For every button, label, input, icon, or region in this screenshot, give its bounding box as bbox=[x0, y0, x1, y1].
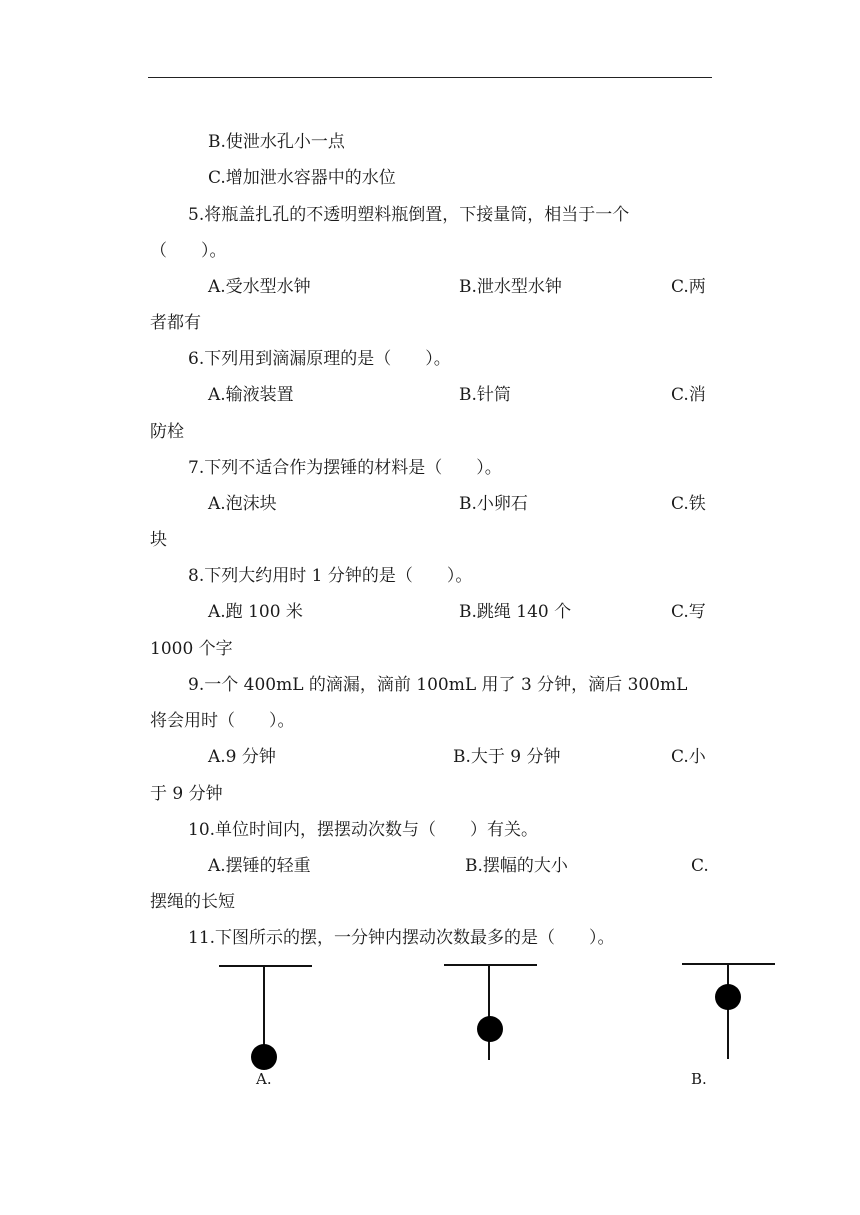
q10-option-c: C. bbox=[691, 856, 709, 876]
pendulum-a bbox=[219, 966, 312, 1070]
q9-option-b: B.大于 9 分钟 bbox=[453, 747, 561, 767]
q10-stem: 10.单位时间内，摆摆动次数与（ ）有关。 bbox=[188, 820, 539, 840]
q10-option-a: A.摆锤的轻重 bbox=[208, 856, 311, 876]
q5-option-c-cont: 者都有 bbox=[150, 313, 201, 333]
q8-option-c-cont: 1000 个字 bbox=[150, 639, 233, 659]
pendulum-b bbox=[444, 965, 537, 1060]
q9-option-c: C.小 bbox=[671, 747, 706, 767]
q8-option-c: C.写 bbox=[671, 602, 706, 622]
fig-label-a: A. bbox=[256, 1070, 272, 1088]
q8-option-a: A.跑 100 米 bbox=[208, 602, 303, 622]
q5-option-b: B.泄水型水钟 bbox=[459, 277, 562, 297]
q6-option-b: B.针筒 bbox=[459, 385, 511, 405]
fig-label-b: B. bbox=[691, 1070, 707, 1088]
q4-option-b: B.使泄水孔小一点 bbox=[208, 132, 345, 152]
pendulum-c bbox=[682, 964, 775, 1059]
q9-stem: 9.一个 400mL 的滴漏，滴前 100mL 用了 3 分钟，滴后 300mL bbox=[188, 675, 688, 695]
q7-stem: 7.下列不适合作为摆锤的材料是（ ）。 bbox=[188, 458, 502, 478]
q5-stem: 5.将瓶盖扎孔的不透明塑料瓶倒置，下接量筒，相当于一个 bbox=[188, 205, 630, 225]
q11-stem: 11.下图所示的摆，一分钟内摆动次数最多的是（ ）。 bbox=[188, 928, 615, 948]
q9-stem-cont: 将会用时（ ）。 bbox=[150, 711, 295, 731]
q4-option-c: C.增加泄水容器中的水位 bbox=[208, 168, 396, 188]
q6-option-c: C.消 bbox=[671, 385, 706, 405]
q6-option-c-cont: 防栓 bbox=[150, 422, 184, 442]
q8-option-b: B.跳绳 140 个 bbox=[459, 602, 572, 622]
q7-option-b: B.小卵石 bbox=[459, 494, 528, 514]
q9-option-c-cont: 于 9 分钟 bbox=[150, 784, 223, 804]
q5-blank: （ ）。 bbox=[150, 241, 227, 261]
q10-option-b: B.摆幅的大小 bbox=[465, 856, 568, 876]
q7-option-a: A.泡沫块 bbox=[208, 494, 277, 514]
q8-stem: 8.下列大约用时 1 分钟的是（ ）。 bbox=[188, 566, 473, 586]
q7-option-c: C.铁 bbox=[671, 494, 706, 514]
q5-option-a: A.受水型水钟 bbox=[208, 277, 311, 297]
header-rule bbox=[148, 77, 712, 78]
q7-option-c-cont: 块 bbox=[150, 530, 167, 550]
q6-option-a: A.输液装置 bbox=[208, 385, 294, 405]
pendulum-figure bbox=[0, 955, 860, 1095]
q5-option-c: C.两 bbox=[671, 277, 706, 297]
q10-option-c-cont: 摆绳的长短 bbox=[150, 892, 235, 912]
q6-stem: 6.下列用到滴漏原理的是（ ）。 bbox=[188, 349, 451, 369]
q9-option-a: A.9 分钟 bbox=[208, 747, 276, 767]
